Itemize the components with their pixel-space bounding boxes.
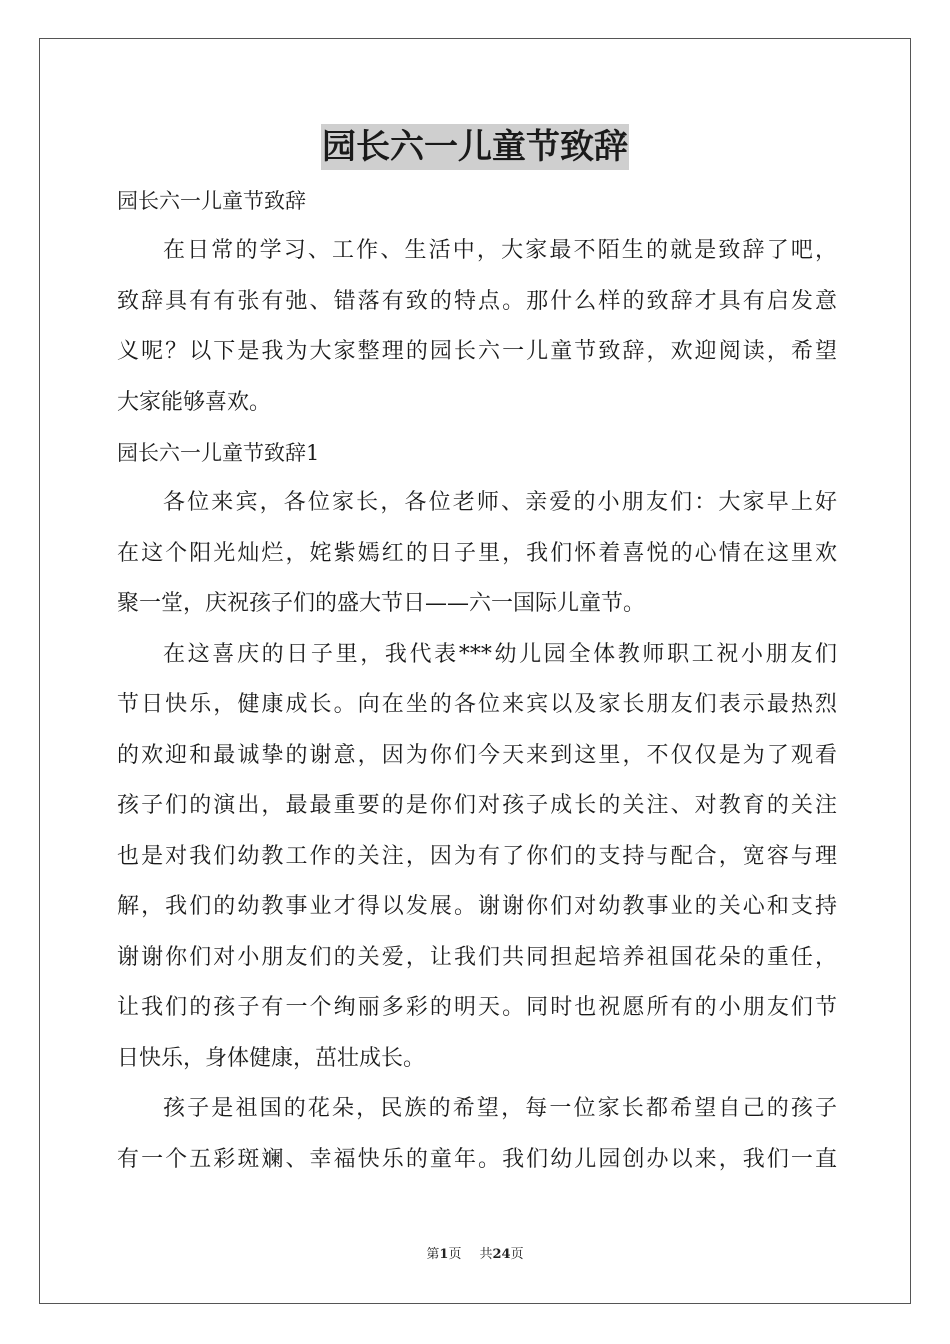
section-heading: 园长六一儿童节致辞 [117, 189, 306, 213]
paragraph-line: 大家能够喜欢。 [117, 389, 272, 415]
document-title: 园长六一儿童节致辞 [321, 124, 629, 170]
document-body [117, 176, 837, 1185]
section-heading: 园长六一儿童节致辞1 [117, 441, 320, 465]
page-number: 1 [439, 1247, 449, 1262]
paragraph-line: 致辞具有有张有弛、错落有致的特点。那什么样的致辞才具有启发意 [117, 288, 837, 314]
paragraph-line: 在这喜庆的日子里，我代表***幼儿园全体教师职工祝小朋友们 [163, 641, 837, 667]
total-suffix: 页 [510, 1247, 524, 1262]
page-footer [0, 1246, 950, 1264]
paragraph-line: 各位来宾，各位家长，各位老师、亲爱的小朋友们：大家早上好 [163, 490, 837, 515]
paragraph-line: 在这个阳光灿烂，姹紫嫣红的日子里，我们怀着喜悦的心情在这里欢 [117, 540, 837, 566]
paragraph-line: 解，我们的幼教事业才得以发展。谢谢你们对幼教事业的关心和支持 [117, 894, 837, 919]
total-prefix: 共 [479, 1247, 493, 1262]
paragraph-line: 让我们的孩子有一个绚丽多彩的明天。同时也祝愿所有的小朋友们节 [117, 995, 837, 1020]
total-pages: 24 [492, 1247, 511, 1262]
page-prefix: 第 [426, 1247, 440, 1262]
page-suffix: 页 [448, 1247, 462, 1262]
paragraph-line: 聚一堂，庆祝孩子们的盛大节日——六一国际儿童节。 [117, 591, 646, 616]
title-container [0, 124, 950, 170]
paragraph-line: 日快乐，身体健康，茁壮成长。 [117, 1045, 426, 1071]
paragraph-line: 孩子是祖国的花朵，民族的希望，每一位家长都希望自己的孩子 [163, 1096, 837, 1121]
paragraph-line: 在日常的学习、工作、生活中，大家最不陌生的就是致辞了吧， [163, 238, 837, 263]
paragraph-line: 义呢？以下是我为大家整理的园长六一儿童节致辞，欢迎阅读，希望 [117, 339, 837, 364]
paragraph-line: 节日快乐，健康成长。向在坐的各位来宾以及家长朋友们表示最热烈 [117, 692, 837, 717]
paragraph-line: 有一个五彩斑斓、幸福快乐的童年。我们幼儿园创办以来，我们一直 [117, 1146, 837, 1172]
paragraph-line: 孩子们的演出，最最重要的是你们对孩子成长的关注、对教育的关注 [117, 793, 837, 818]
paragraph-line: 也是对我们幼教工作的关注，因为有了你们的支持与配合，宽容与理 [117, 843, 837, 869]
paragraph-line: 的欢迎和最诚挚的谢意，因为你们今天来到这里，不仅仅是为了观看 [117, 742, 837, 768]
paragraph-line: 谢谢你们对小朋友们的关爱，让我们共同担起培养祖国花朵的重任， [117, 944, 837, 970]
